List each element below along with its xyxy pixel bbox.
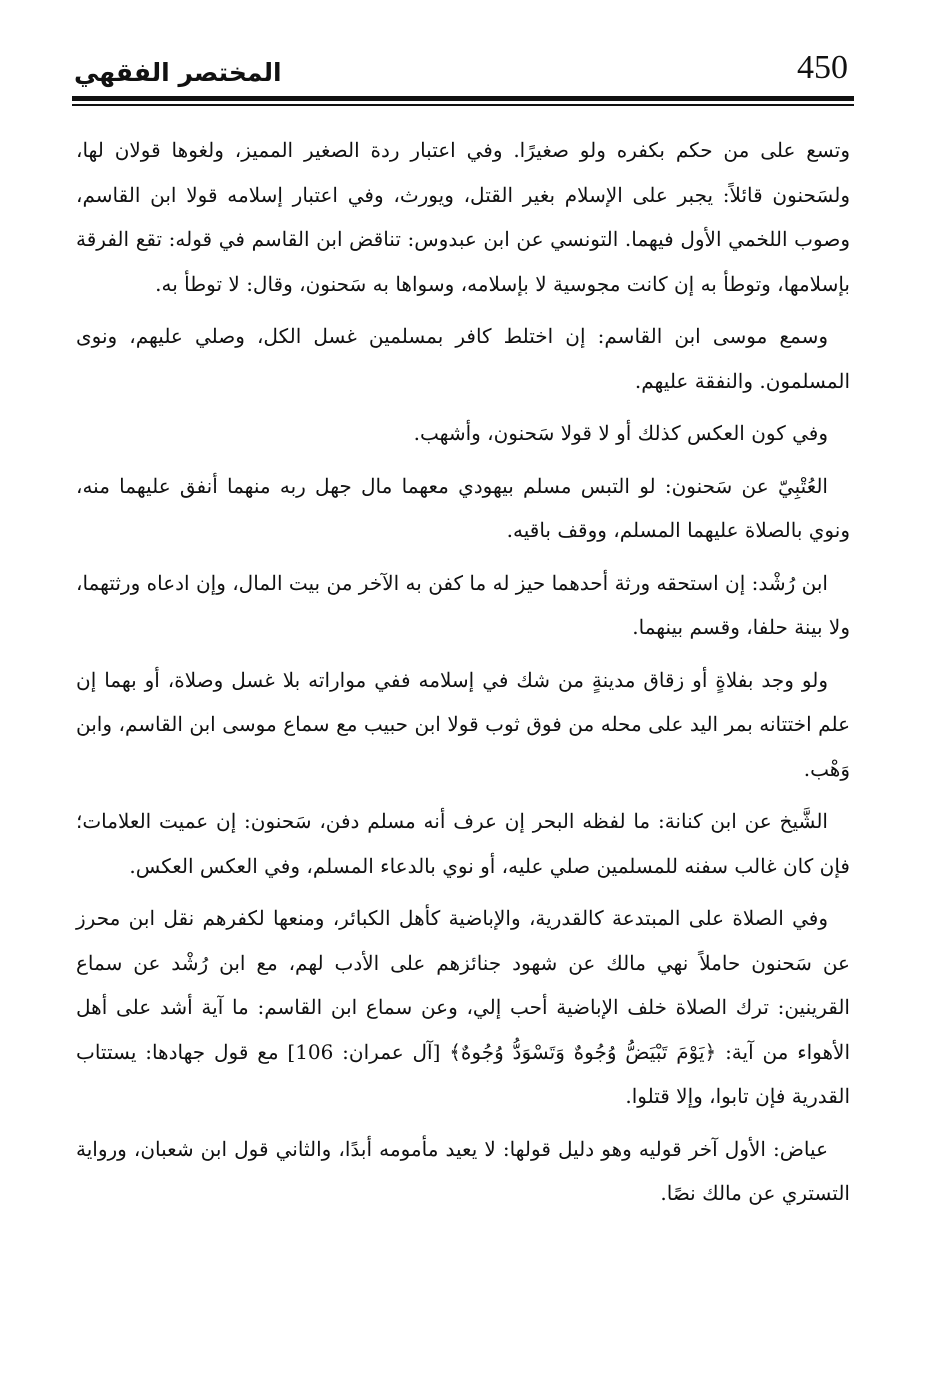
paragraph: وفي الصلاة على المبتدعة كالقدرية، والإباضية كأهل الكبائر، ومنعها لكفرهم نقل ابن محرز عن سَحنون حاملاً نهي مالك عن شهود جنائزهم على الأدب لهم، مع ابن رُشْد عن سماع القرينين: ترك الصلاة خلف الإباضية أحب إلي، وعن سماع ابن القاسم: ما آية أشد على أهل الأهواء من آية: ﴿يَوْمَ تَبْيَضُّ وُجُوهٌ وَتَسْوَدُّ وُجُوهٌ﴾ [آل عمران: 106] مع قول جهادها: يستتاب القدرية فإن تابوا، وإلا قتلوا.: [76, 906, 851, 1108]
paragraph: وتسع على من حكم بكفره ولو صغيرًا. وفي اعتبار ردة الصغير المميز، ولغوها قولان لها، ولسَحنون قائلاً: يجبر على الإسلام بغير القتل، ويورث، وفي اعتبار إسلامه قولا ابن القاسم، وصوب اللخمي الأول فيهما. التونسي عن ابن عبدوس: تناقض ابن القاسم في قوله: تقع الفرقة بإسلامها، وتوطأ به إن كانت مجوسية لا بإسلامه، وسواها به سَحنون، وقال: لا توطأ به.: [76, 138, 851, 296]
page-header: [74, 48, 852, 98]
header-rule: [72, 96, 854, 101]
paragraph: عياض: الأول آخر قوليه وهو دليل قولها: لا يعيد مأمومه أبدًا، والثاني قول ابن شعبان، ورواية التستري عن مالك نصًا.: [76, 1136, 850, 1205]
running-title: المختصر الفقهي: [74, 58, 282, 87]
paragraph: الشَّيخ عن ابن كنانة: ما لفظه البحر إن عرف أنه مسلم دفن، سَحنون: إن عميت العلامات؛ فإن كان غالب سفنه للمسلمين صلي عليه، أو نوي بالدعاء المسلم، وفي العكس العكس.: [76, 809, 850, 878]
body-text: [76, 128, 850, 1224]
page-number: 450: [797, 49, 848, 86]
paragraph: وفي كون العكس كذلك أو لا قولا سَحنون، وأشهب.: [413, 421, 828, 445]
paragraph: العُتْبِيّ عن سَحنون: لو التبس مسلم بيهودي معهما مال جهل ربه منهما أنفق عليهما منه، ونوي بالصلاة عليهما المسلم، ووقف باقيه.: [76, 473, 850, 542]
header-rule-thin: [72, 104, 854, 106]
paragraph: وسمع موسى ابن القاسم: إن اختلط كافر بمسلمين غسل الكل، وصلي عليهم، ونوى المسلمون. والنفقة عليهم.: [76, 324, 850, 393]
paragraph: ولو وجد بفلاةٍ أو زقاق مدينةٍ من شك في إسلامه ففي مواراته بلا غسل وصلاة، أو بهما إن علم اختتانه بمر اليد على محله من فوق ثوب قولا ابن حبيب مع سماع موسى ابن القاسم، وابن وَهْب.: [76, 667, 850, 781]
paragraph: ابن رُشْد: إن استحقه ورثة أحدهما حيز له ما كفن به الآخر من بيت المال، وإن ادعاه ورثتهما، ولا بينة حلفا، وقسم بينهما.: [76, 570, 850, 639]
